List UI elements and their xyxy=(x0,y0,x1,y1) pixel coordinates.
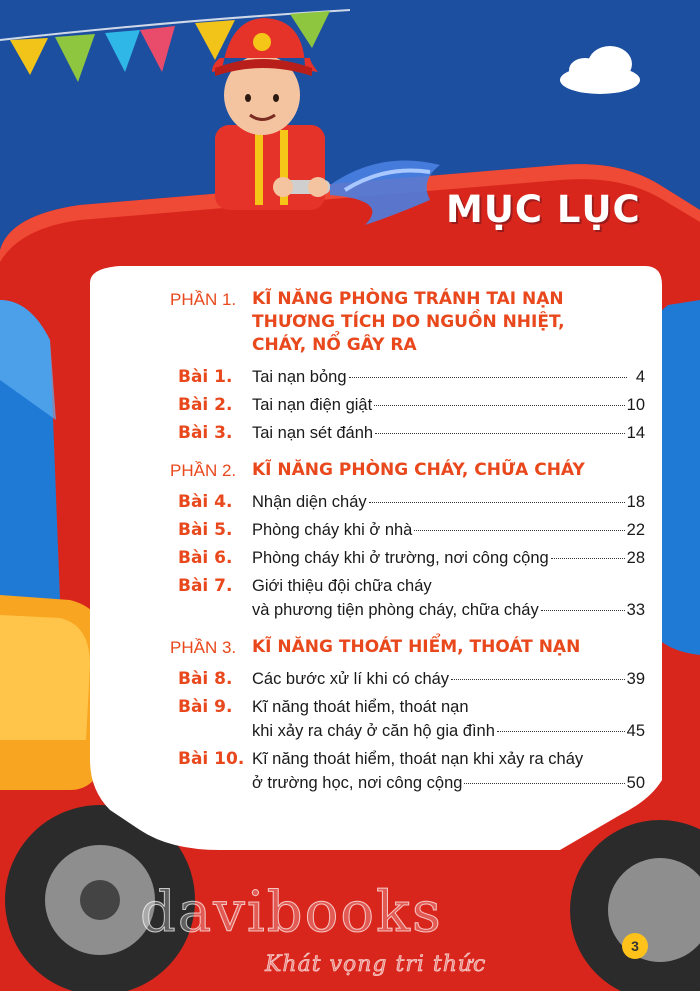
lesson-title: Phòng cháy khi ở nhà xyxy=(252,521,413,539)
toc-entry[interactable] xyxy=(170,546,645,570)
lesson-title: Tai nạn bỏng xyxy=(252,368,347,386)
page-number: 45 xyxy=(626,722,645,740)
table-of-contents xyxy=(170,288,645,799)
page-number: 22 xyxy=(626,521,645,539)
page-number: 50 xyxy=(626,774,645,792)
lesson-label: Bài 2. xyxy=(178,395,233,415)
lesson-title: Nhận diện cháy xyxy=(252,493,367,511)
watermark-logo: davibooks xyxy=(140,880,443,945)
toc-title: MỤC LỤC xyxy=(446,188,641,231)
lesson-title: Tai nạn sét đánh xyxy=(252,424,374,442)
section-label: PHẦN 3. xyxy=(170,638,237,657)
lesson-label: Bài 8. xyxy=(178,669,233,689)
lesson-title: Kĩ năng thoát hiểm, thoát nạn khi xảy ra cháy xyxy=(252,750,584,768)
lesson-title: Tai nạn điện giật xyxy=(252,396,373,414)
lesson-title: Giới thiệu đội chữa cháy xyxy=(252,577,432,595)
lesson-title-cont: ở trường học, nơi công cộng xyxy=(252,774,463,792)
section-label: PHẦN 1. xyxy=(170,290,237,309)
toc-section-3 xyxy=(170,636,645,659)
page-number-badge: 3 xyxy=(622,933,648,959)
page-number: 18 xyxy=(626,493,645,511)
lesson-label: Bài 1. xyxy=(178,367,233,387)
page-number: 4 xyxy=(635,368,645,386)
section-title: KĨ NĂNG PHÒNG CHÁY, CHỮA CHÁY xyxy=(252,460,585,480)
toc-section-1 xyxy=(170,288,645,357)
lesson-label: Bài 4. xyxy=(178,492,233,512)
lesson-label: Bài 3. xyxy=(178,423,233,443)
toc-entry[interactable] xyxy=(170,667,645,691)
toc-entry[interactable] xyxy=(170,365,645,389)
toc-entry[interactable] xyxy=(170,490,645,514)
toc-entry[interactable] xyxy=(170,518,645,542)
page-number: 39 xyxy=(626,670,645,688)
page-number: 28 xyxy=(626,549,645,567)
lesson-title: Các bước xử lí khi có cháy xyxy=(252,670,450,688)
page-number: 33 xyxy=(626,601,645,619)
page-number: 14 xyxy=(626,424,645,442)
toc-entry[interactable] xyxy=(170,574,645,622)
section-label: PHẦN 2. xyxy=(170,461,237,480)
toc-entry[interactable] xyxy=(170,695,645,743)
toc-entry[interactable] xyxy=(170,421,645,445)
lesson-label: Bài 9. xyxy=(178,697,233,717)
toc-section-2 xyxy=(170,459,645,482)
lesson-label: Bài 6. xyxy=(178,548,233,568)
page-number: 10 xyxy=(626,396,645,414)
lesson-label: Bài 7. xyxy=(178,576,233,596)
toc-entry[interactable] xyxy=(170,393,645,417)
toc-entry[interactable] xyxy=(170,747,645,795)
section-title: KĨ NĂNG PHÒNG TRÁNH TAI NẠN THƯƠNG TÍCH DO NGUỒN NHIỆT, CHÁY, NỔ GÂY RA xyxy=(252,289,565,355)
lesson-title: Kĩ năng thoát hiểm, thoát nạn xyxy=(252,698,469,716)
lesson-label: Bài 10. xyxy=(178,749,245,769)
lesson-label: Bài 5. xyxy=(178,520,233,540)
lesson-title: Phòng cháy khi ở trường, nơi công cộng xyxy=(252,549,549,567)
lesson-title-cont: khi xảy ra cháy ở căn hộ gia đình xyxy=(252,722,495,740)
section-title: KĨ NĂNG THOÁT HIỂM, THOÁT NẠN xyxy=(252,637,581,657)
lesson-title-cont: và phương tiện phòng cháy, chữa cháy xyxy=(252,601,539,619)
watermark-tagline: Khát vọng tri thức xyxy=(265,952,487,977)
